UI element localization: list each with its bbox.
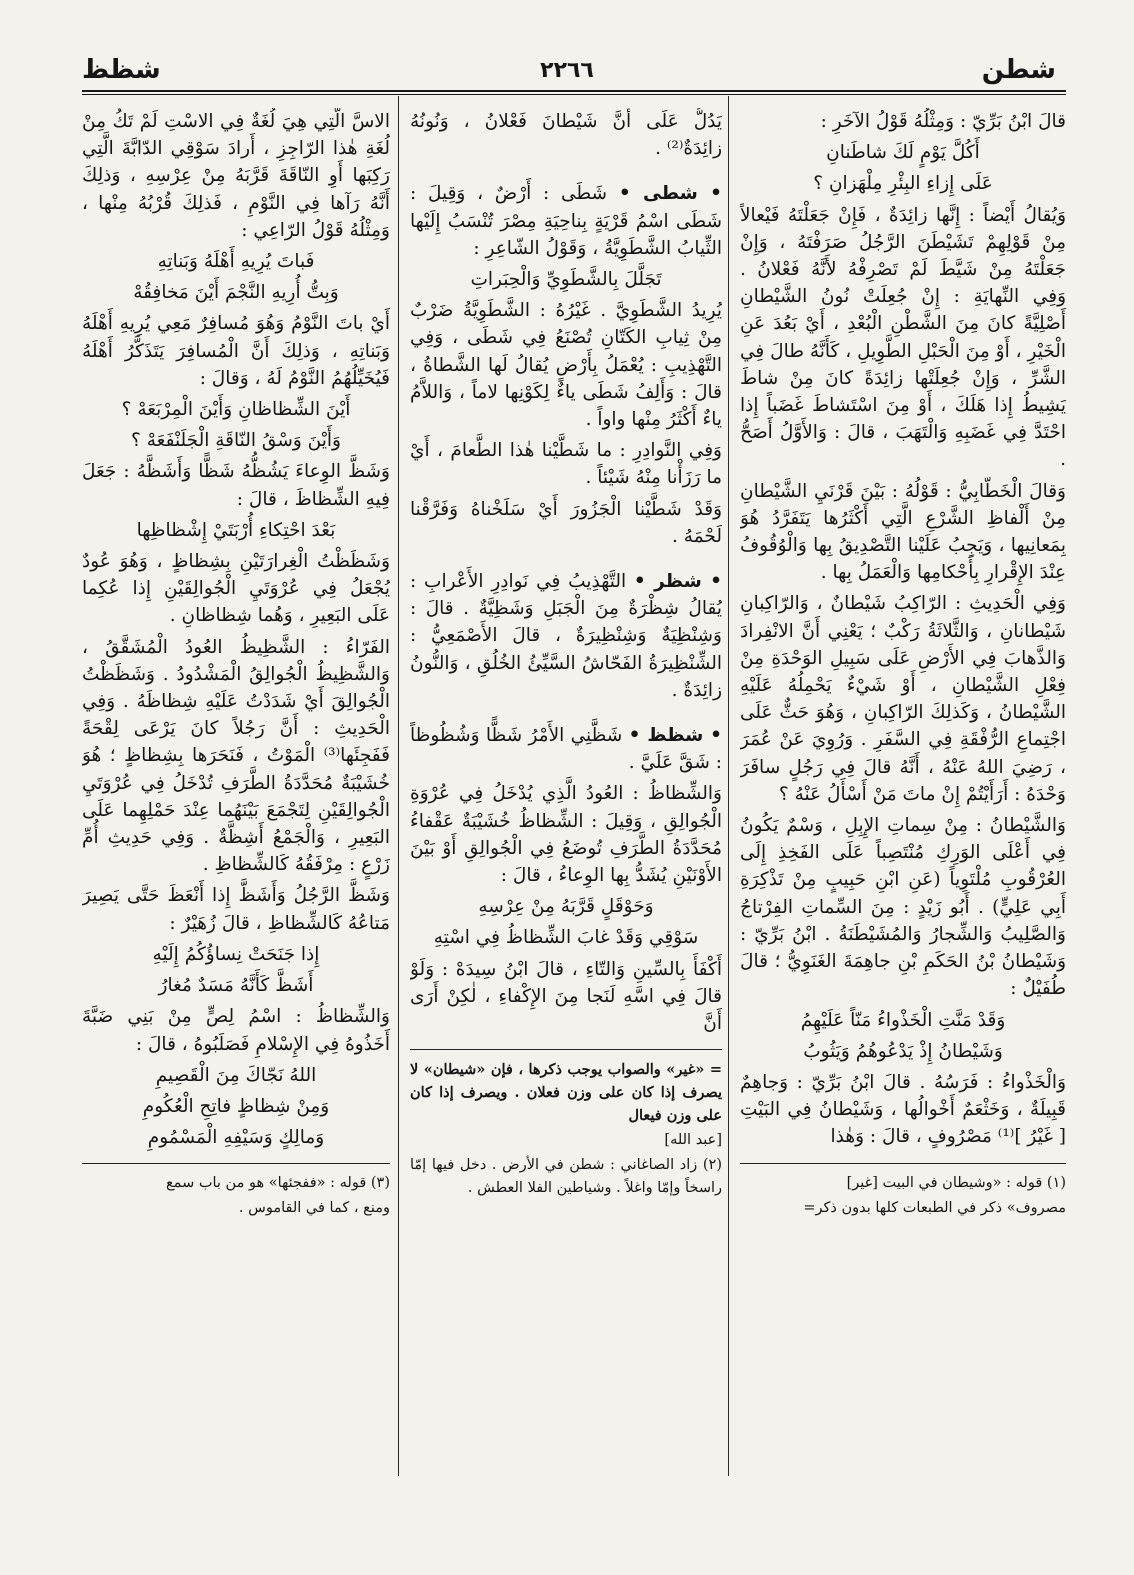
verse-line: بَعْدَ احْتِكاءِ أُرْبَتَيْ إِشْظاظِها (136, 519, 336, 541)
paragraph: وَالشِّظاظُ : اسْمُ لِصٍّ مِنْ بَنِي ضَبَّةَ أَخَذُوهُ فِي الإِسْلامِ فَصَلَبُوهُ ، قالَ : (82, 1006, 390, 1055)
paragraph: وَفِي الْحَدِيثِ : الرّاكِبُ شَيْطانٌ ، وَالرّاكِبانِ شَيْطانانِ ، وَالثَّلاثَةُ رَكْبٌ ؛ يَعْنِي أَنَّ الانْفِرادَ وَالذَّهابَ فِي الأَرْضِ عَلَى سَبِيلِ الوَحْدَةِ مِنْ فِعْلِ الشَّيْطانِ ، أَوْ شَيْءٌ يَحْمِلُهُ عَلَيْهِ الشَّيْطانُ ، وَكَذلِكَ الرّاكِبانِ ، وَهُوَ حَثٌّ عَلَى اجْتِماعِ الرُّفْقَةِ فِي السَّفَرِ . وَرُوِيَ عَنْ عُمَرَ ، رَضِيَ اللهُ عَنْهُ ، أَنَّهُ قالَ فِي رَجُلٍ سافَرَ وَحْدَهُ : أَرَأَيْتُمْ إِنْ ماتَ مَنْ أَسْأَلُ عَنْهُ ؟ (740, 593, 1066, 805)
footnote: ومنع ، كما في القاموس . (238, 1200, 390, 1217)
verse-line: وَأَيْنَ وَسْقُ النّاقَةِ الْجَلَنْفَعَهْ ؟ (131, 430, 341, 452)
paragraph: وَشَظَّ الوِعاءَ يَشُظُّهُ شَظًّا وَأَشَظَّهُ : جَعَلَ فِيهِ الشِّظاظَ ، قالَ : (82, 461, 390, 510)
verse-line: وَحَوْقَلٍ قَرَّبَهُ مِنْ عِرْسِهِ (478, 896, 654, 918)
dictionary-entry (410, 722, 722, 776)
paragraph: يَدُلُّ عَلَى أَنَّ شَيْطانَ فَعْلانُ ، وَنُونُهُ زائِدَةٌ⁽²⁾ . (410, 111, 722, 160)
column-divider (728, 96, 729, 1476)
running-head-right: شطن (981, 55, 1056, 85)
verse-line: إِذا جَنَحَتْ نِساؤُكُمُ إِلَيْهِ (152, 943, 320, 965)
paragraph: قالَ ابْنُ بَرِّيّ : وَمِثْلُهُ قَوْلُ الآخَرِ : (820, 111, 1066, 132)
verse-line: وَبِتُّ أُرِيهِ النَّجْمَ أَيْنَ مَخافِقُهْ (133, 282, 339, 304)
column-middle (410, 108, 722, 1498)
paragraph: يُرِيدُ الشَّطَوِيَّ . غَيْرُهُ : الشَّطَوِيَّةُ ضَرْبٌ مِنْ ثِيابِ الكَتّانِ تُصْنَعُ فِي شَطَى ، وَفِي التَّهْذِيبِ : يُعْمَلُ بِأَرْضٍ يُقالُ لَها الشَّطاةُ ، قالَ : وَأَلِفُ شَطَى ياءٌ لِكَوْنِها لاماً ، وَاللاَّمُ ياءٌ أَكْثَرُ مِنْها واواً . (410, 300, 722, 431)
entry-headword: • شطى • (618, 183, 722, 205)
entry-text: التَّهْذِيبُ فِي نَوادِرِ الأَعْرابِ : يُقالُ شِظْرَةٌ مِنَ الْجَبَلِ وَشَظِيَّةٌ . قالَ : وَشِنْظِيَةٌ وَشِنْظِيرَةٌ ، قالَ الأَصْمَعِيُّ : الشِّنْظِيرَةُ الفَحّاشُ السَّيِّئُ الخُلُقِ ، وَالنُّونُ زائِدَةٌ . (410, 571, 722, 701)
footnote: = «غير» والصواب يوجب ذكرها ، فإن «شيطان» لا يصرف إذا كان على وزن فعلان . ويصرف إذا كان على وزن فيعال (410, 1061, 722, 1125)
header-rule-thin (82, 94, 1066, 95)
dictionary-entry (410, 180, 722, 262)
verse-line: اللهُ نَجّاكَ مِنَ الْقَصِيمِ (155, 1064, 317, 1086)
paragraph: أَكْفَأَ بِالسِّينِ وَالتّاءِ ، قالَ ابْنُ سِيدَهْ : وَلَوْ قالَ فِي اسَّهِ لَنَجا مِنَ الإِكْفاءِ ، لٰكِنْ أَرَى أَنَّ (410, 958, 722, 1035)
verse-line: وَمِنْ شِظاظٍ فاتِحِ الْعُكُومِ (142, 1095, 330, 1117)
footnote-signature: [عبد الله] (664, 1132, 722, 1149)
verse-line: وَشَيْطانُ إِذْ يَدْعُوهُمُ وَيَثُوبُ (803, 1040, 1003, 1062)
verse-line: تَجَلَّلَ بِالشَّطَوِيِّ وَالْحِبَراتِ (470, 269, 662, 291)
verse-line: فَباتَ يُرِيهِ أَهْلَهُ وَبَناتِهِ (157, 251, 315, 273)
footnotes (82, 1172, 390, 1220)
paragraph: الفَرّاءُ : الشَّظِيظُ العُودُ الْمُشَقَّقُ ، وَالشَّظِيظُ الْجُوالِقُ الْمَشْدُودُ . وَشَظَظْتُ الْجُوالِقَ أَيْ شَدَدْتُ عَلَيْهِ شِظاظَهُ . وَفِي الْحَدِيثِ : أَنَّ رَجُلاً كانَ يَرْعَى لِقْحَةً فَفَجِئَها⁽³⁾ الْمَوْتُ ، فَنَحَرَها بِشِظاظٍ ؛ هُوَ خُشَيْبَةٌ مُحَدَّدَةُ الطَّرَفِ تُدْخَلُ فِي عُرْوَتَيِ الْجُوالِقَيْنِ لِتَجْمَعَ بَيْنَهُما عِنْدَ حَمْلِهِما عَلَى البَعِيرِ ، وَالْجَمْعُ أَشِظَّةٌ . وَفِي حَدِيثِ أُمِّ زَرْعٍ : مِرْفَقُهُ كَالشِّظاظِ . (82, 636, 390, 876)
paragraph: وَالشَّيْطانُ : مِنْ سِماتِ الإِبِلِ ، وَسْمٌ يَكُونُ فِي أَعْلَى الوَرِكِ مُنْتَصِباً عَلَى الفَخِذِ إِلَى العُرْقُوبِ مُلْتَوِياً (عَنِ ابْنِ حَبِيبٍ مِنْ تَذْكِرَةِ أَبِي عَلِيٍّ) . أَبُو زَيْدٍ : مِنَ السِّماتِ الفِرْتاجُ وَالصَّلِيبُ وَالشِّجارُ وَالمُشَيْطَنَةُ . ابْنُ بَرِّيّ : وَشَيْطانُ بْنُ الحَكَمِ بْنِ جاهِمَةَ الغَنَوِيُّ ؛ قالَ طُفَيْلٌ : (740, 815, 1066, 1000)
footnote: (٢) زاد الصاغاني : شطن في الأرض . دخل فيها إمّا راسخاً وإمّا واغلاً . وشياطين الفلا العطش . (410, 1157, 722, 1197)
paragraph: أَيْ باتَ النَّوْمُ وَهُوَ مُسافِرٌ مَعِي يُرِيهِ أَهْلَهُ وَبَناتِهِ ، وَذلِكَ أَنَّ الْمُسافِرَ يَتَذَكَّرُ أَهْلَهُ فَيُخَيِّلُهُمُ النَّوْمُ لَهُ ، وَقالَ : (82, 313, 390, 389)
column-right (740, 108, 1066, 1498)
running-head-left: شظظ (82, 55, 161, 85)
footnote: مصروف» ذكر في الطبعات كلها بدون ذكر= (803, 1199, 1066, 1216)
entry-text: شَطَى : أَرْضٌ ، وَقِيلَ : شَطَى اسْمُ قَرْيَةٍ بِناحِيَةِ مِصْرَ تُنْسَبُ إِلَيْها الثِّيابُ الشَّطَوِيَّةُ ، وَقَوْلُ الشّاعِرِ : (410, 183, 722, 259)
verse-line: سَوْقِي وَقَدْ غابَ الشِّظاظُ فِي اسْتِهِ (433, 927, 699, 949)
paragraph: وَالشِّظاظُ : العُودُ الَّذِي يُدْخَلُ فِي عُرْوَةِ الْجُوالِقِ ، وَقِيلَ : الشِّظاظُ خُشَيْبَةٌ عَقْفاءُ مُحَدَّدَةُ الطَّرَفِ تُوضَعُ فِي الْجُوالِقِ أَوْ بَيْنَ الأَوْنَيْنِ يُشَدُّ بِها الوِعاءُ ، قالَ : (410, 783, 722, 887)
footnote-rule (740, 1163, 1066, 1164)
paragraph: وَيُقالُ أَيْضاً : إِنَّها زائِدَةٌ ، فَإِنْ جَعَلْتَهُ فَيْعالاً مِنْ قَوْلِهِمْ تَشَيْطَنَ الرَّجُلُ صَرَفْتَهُ ، وَإِنْ جَعَلْتَهُ مِنْ شَيَّطَ لَمْ تَصْرِفْهُ لأَنَّهُ فَعْلانُ . وَفِي النِّهايَةِ : إِنْ جُعِلَتْ نُونُ الشَّيْطانِ أَصْلِيَّةً كانَ مِنَ الشَّطْنِ الْبُعْدِ ، أَيْ بَعُدَ عَنِ الْخَيْرِ ، أَوْ مِنَ الْحَبْلِ الطَّوِيلِ ، كَأَنَّهُ طالَ فِي الشَّرِّ ، وَإِنْ جُعِلَتْها زائِدَةً كانَ مِنْ شاطَ يَشِيطُ إِذا هَلَكَ ، أَوْ مِنَ اسْتَشاطَ غَضَباً إِذا احْتَدَّ فِي غَضَبِهِ وَالْتَهَبَ ، قالَ : وَالأَوَّلُ أَصَحُّ . (740, 204, 1066, 471)
column-divider (398, 96, 399, 1476)
page-number: ٢٢٦٦ (540, 58, 594, 83)
verse-line: أَيْنَ الشِّظاظانِ وَأَيْنَ الْمِرْبَعَهْ ؟ (121, 399, 351, 421)
paragraph: وَقالَ الْخَطّابِيُّ : قَوْلُهُ : بَيْنَ قَرْنَيِ الشَّيْطانِ مِنْ أَلْفاظِ الشَّرْعِ الَّتِي أَكْثَرُها يَتَفَرَّدُ هُوَ بِمَعانِيها ، وَيَجِبُ عَلَيْنا التَّصْدِيقُ بِها وَالْوُقُوفُ عِنْدَ الإِقْرارِ بِأَحْكامِها وَالْعَمَلُ بِها . (740, 480, 1066, 584)
footnote-rule (410, 1049, 722, 1050)
footnotes (740, 1172, 1066, 1220)
paragraph: وَشَظَظْتُ الْغِرارَتَيْنِ بِشِظاظٍ ، وَهُوَ عُودٌ يُجْعَلُ فِي عُرْوَتَيِ الْجُوالِقَيْنِ إِذا عُكِما عَلَى البَعِيرِ ، وَهُما شِظاظانِ . (82, 551, 390, 627)
footnote: (٣) قوله : «ففجئها» هو من باب سمع (165, 1175, 390, 1192)
verse-line: أَكُلَّ يَوْمٍ لَكَ شاطَنانِ (826, 142, 980, 164)
verse-line: عَلَى إِزاءِ البِئْرِ مِلْهَزانِ ؟ (813, 173, 993, 195)
verse-line: وَقَدْ مَنَّتِ الْخَذْواءُ مَنّاً عَلَيْهِمُ (800, 1009, 1006, 1031)
footnote: (١) قوله : «وشيطان في البيت [غير] (846, 1174, 1066, 1191)
paragraph: الاسَّ الَّتِي هِيَ لُغَةٌ فِي الاسْتِ لَمْ تَكُ مِنْ لُغَةِ هٰذا الرّاجِزِ ، أَرادَ سَوْقِي الدّابَّةَ الَّتِي رَكِبَها أَوِ النّاقَةَ قَرَّبَهُ مِنْ عِرْسِهِ ، وَذلِكَ أَنَّهُ رَآها فِي النَّوْمِ ، فَذلِكَ قُرْبُهُ مِنْها ، وَمِثْلُهُ قَوْلُ الرّاعِي : (82, 111, 390, 241)
paragraph: وَالْخَذْواءُ : فَرَسُهُ . قالَ ابْنُ بَرِّيّ : وَجاهِمٌ قَبِيلَةٌ ، وَخَثْعَمٌ أَخْوالُها ، وَشَيْطانُ فِي البَيْتِ [ غَيْرُ ]⁽¹⁾ مَصْرُوفٍ ، قالَ : وَهٰذا (740, 1071, 1066, 1148)
header-rule (82, 90, 1066, 92)
entry-text: شَظَّنِي الأَمْرُ شَظًّا وَشُظُوظاً : شَقَّ عَلَيَّ . (410, 725, 722, 774)
footnote-rule (82, 1163, 390, 1164)
paragraph: وَشَظَّ الرَّجُلُ وَأَشَظَّ إِذا أَنْعَظَ حَتَّى يَصِيرَ مَتاعُهُ كَالشِّظاظِ ، قالَ زُهَيْرٌ : (82, 885, 390, 934)
paragraph: وَقَدْ شَطَّيْنا الْجَزُورَ أَيْ سَلَخْناهُ وَفَرَّقْنا لَحْمَهُ . (410, 498, 722, 547)
footnotes (410, 1058, 722, 1200)
verse-line: أَشَظَّ كَأَنَّهُ مَسَدٌ مُغارُ (158, 975, 314, 997)
paragraph: وَفِي النَّوادِرِ : ما شَطَّيْنا هٰذا الطَّعامَ ، أَيْ ما رَزَأْنا مِنْهُ شَيْئاً . (410, 440, 722, 489)
dictionary-entry (410, 568, 722, 704)
column-left (82, 108, 390, 1498)
entry-headword: • شظظ • (628, 725, 722, 747)
entry-headword: • شظر • (633, 571, 722, 593)
verse-line: وَمالِكٍ وَسَيْفِهِ الْمَسْمُومِ (147, 1127, 325, 1149)
